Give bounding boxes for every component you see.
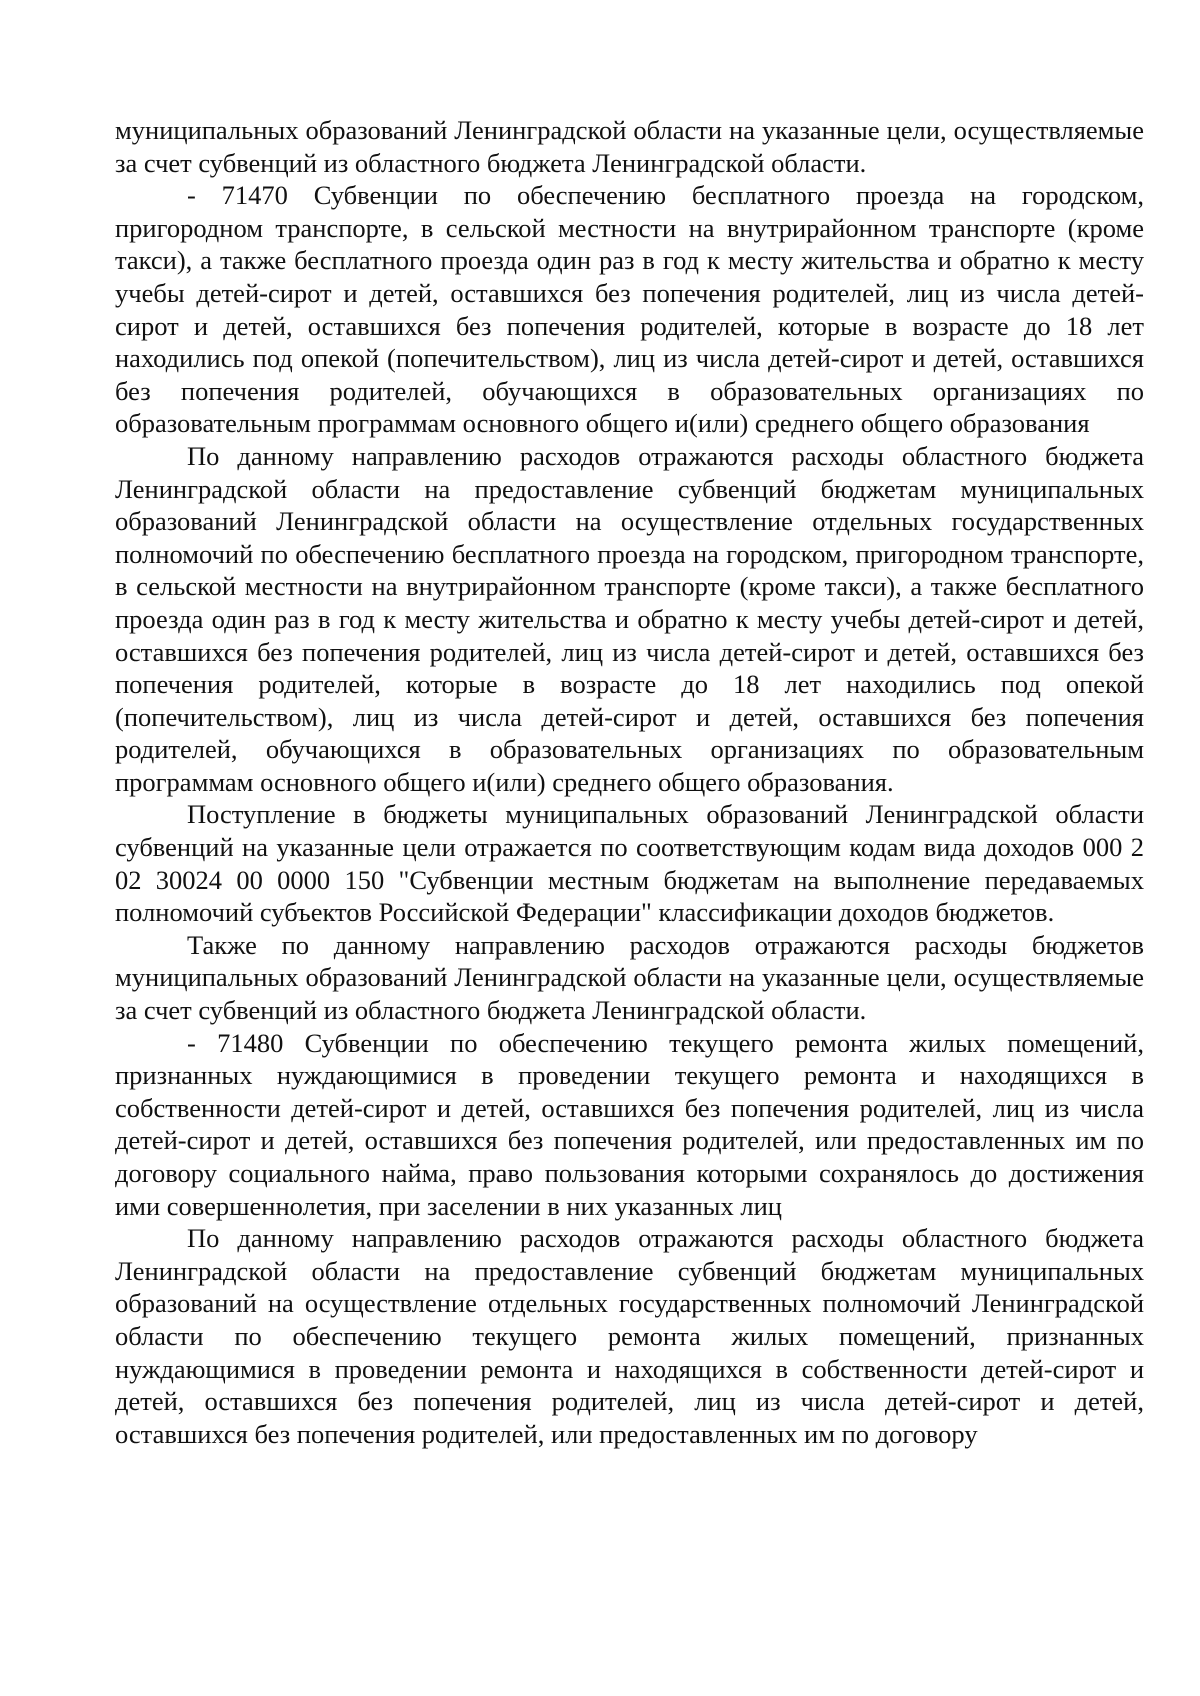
paragraph-item-71480: - 71480 Субвенции по обеспечению текущего ремонта жилых помещений, признанных нуждающимися в проведении текущего ремонта и находящихся в собственности детей-сирот и детей, оставшихся без попечения родителей, лиц из числа детей-сирот и детей, оставшихся без попечения родителей, или предоставленных им по договору социального найма, право пользования которыми сохранялось до достижения ими совершеннолетия, при заселении в них указанных лиц (115, 1027, 1144, 1221)
paragraph-item-71470: - 71470 Субвенции по обеспечению бесплатного проезда на городском, пригородном транспорте, в сельской местности на внутрирайонном транспорте (кроме такси), а также бесплатного проезда один раз в год к месту жительства и обратно к месту учебы детей-сирот и детей, оставшихся без попечения родителей, лиц из числа детей-сирот и детей, оставшихся без попечения родителей, которые в возрасте до 18 лет находились под опекой (попечительством), лиц из числа детей-сирот и детей, оставшихся без попечения родителей, обучающихся в образовательных организациях по образовательным программам основного общего и(или) среднего общего образования (115, 180, 1144, 439)
document-body (115, 114, 1144, 1450)
paragraph-continuation: муниципальных образований Ленинградской области на указанные цели, осуществляемые за счет субвенций из областного бюджета Ленинградской области. (115, 115, 1144, 178)
paragraph-expenses-71470: По данному направлению расходов отражаются расходы областного бюджета Ленинградской области на предоставление субвенций бюджетам муниципальных образований Ленинградской области на осуществление отдельных государственных полномочий по обеспечению бесплатного проезда на городском, пригородном транспорте, в сельской местности на внутрирайонном транспорте (кроме такси), а также бесплатного проезда один раз в год к месту жительства и обратно к месту учебы детей-сирот и детей, оставшихся без попечения родителей, лиц из числа детей-сирот и детей, оставшихся без попечения родителей, которые в возрасте до 18 лет находились под опекой (попечительством), лиц из числа детей-сирот и детей, оставшихся без попечения родителей, обучающихся в образовательных организациях по образовательным программам основного общего и(или) среднего общего образования. (115, 440, 1144, 797)
paragraph-municipal-expenses: Также по данному направлению расходов отражаются расходы бюджетов муниципальных образований Ленинградской области на указанные цели, осуществляемые за счет субвенций из областного бюджета Ленинградской области. (115, 929, 1144, 1026)
paragraph-revenue-codes: Поступление в бюджеты муниципальных образований Ленинградской области субвенций на указанные цели отражается по соответствующим кодам вида доходов 000 2 02 30024 00 0000 150 "Субвенции местным бюджетам на выполнение передаваемых полномочий субъектов Российской Федерации" классификации доходов бюджетов. (115, 799, 1144, 928)
paragraph-expenses-71480: По данному направлению расходов отражаются расходы областного бюджета Ленинградской области на предоставление субвенций бюджетам муниципальных образований на осуществление отдельных государственных полномочий Ленинградской области по обеспечению текущего ремонта жилых помещений, признанных нуждающимися в проведении ремонта и находящихся в собственности детей-сирот и детей, оставшихся без попечения родителей, лиц из числа детей-сирот и детей, оставшихся без попечения родителей, или предоставленных им по договору (115, 1223, 1144, 1449)
